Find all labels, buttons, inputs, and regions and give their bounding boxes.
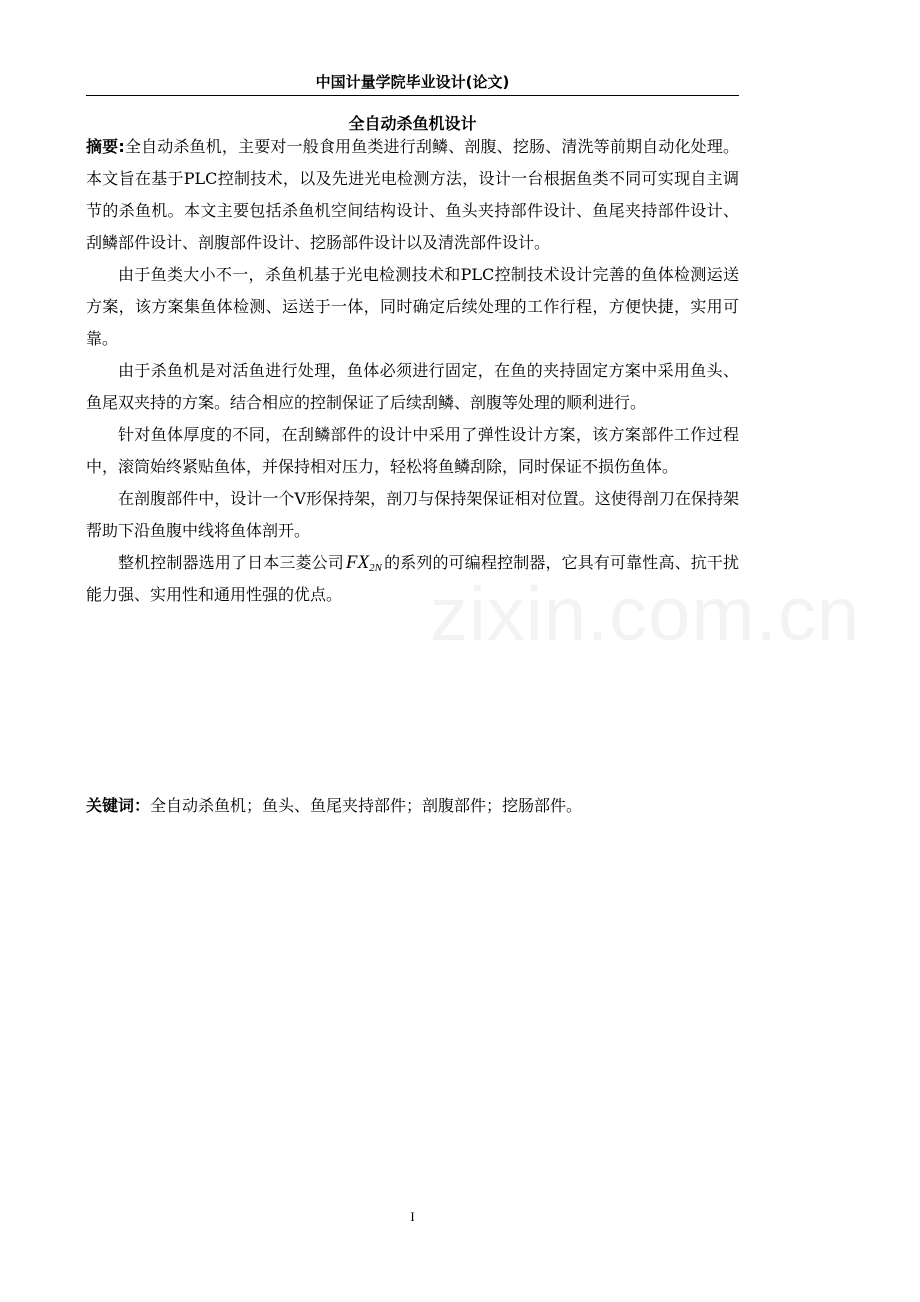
- abstract-paragraph-1: [86, 131, 739, 259]
- abstract: [86, 131, 739, 611]
- keywords-text: 全自动杀鱼机；鱼头、鱼尾夹持部件；剖腹部件；挖肠部件。: [150, 796, 583, 815]
- paragraph-6-after: 的系列的可编程控制器，它具有可靠性高、抗干扰能力强、实用性和通用性强的优点。: [86, 553, 739, 604]
- paper-title: 全自动杀鱼机设计: [348, 114, 477, 133]
- abstract-paragraph-5: 在剖腹部件中，设计一个V形保持架，剖刀与保持架保证相对位置。这使得剖刀在保持架帮助下沿鱼腹中线将鱼体剖开。: [86, 489, 739, 540]
- abstract-paragraph-4: 针对鱼体厚度的不同，在刮鳞部件的设计中采用了弹性设计方案，该方案部件工作过程中，滚筒始终紧贴鱼体，并保持相对压力，轻松将鱼鳞刮除，同时保证不损伤鱼体。: [86, 425, 739, 476]
- paragraph-6-before: 整机控制器选用了日本三菱公司: [118, 553, 344, 572]
- formula-subscript: 2N: [369, 562, 382, 574]
- watermark: [430, 570, 860, 660]
- header-rule: [86, 95, 739, 96]
- abstract-paragraph-3: 由于杀鱼机是对活鱼进行处理，鱼体必须进行固定，在鱼的夹持固定方案中采用鱼头、鱼尾双夹持的方案。结合相应的控制保证了后续刮鳞、剖腹等处理的顺利进行。: [86, 361, 739, 412]
- keywords: [86, 792, 739, 820]
- formula-main: FX: [345, 552, 370, 573]
- keywords-label: 关键词：: [86, 796, 151, 815]
- abstract-paragraph-2: 由于鱼类大小不一，杀鱼机基于光电检测技术和PLC控制技术设计完善的鱼体检测运送方案，该方案集鱼体检测、运送于一体，同时确定后续处理的工作行程，方便快捷，实用可靠。: [86, 265, 739, 348]
- abstract-text-1: 全自动杀鱼机，主要对一般食用鱼类进行刮鳞、剖腹、挖肠、清洗等前期自动化处理。本文旨在基于PLC控制技术，以及先进光电检测方法，设计一台根据鱼类不同可实现自主调节的杀鱼机。本文主要包括杀鱼机空间结构设计、鱼头夹持部件设计、鱼尾夹持部件设计、刮鳞部件设计、剖腹部件设计、挖肠部件设计以及清洗部件设计。: [86, 137, 739, 252]
- running-header: 中国计量学院毕业设计(论文): [315, 73, 510, 91]
- page-number: I: [410, 1209, 415, 1224]
- controller-model-formula: [344, 552, 384, 573]
- abstract-label: 摘要:: [86, 137, 125, 156]
